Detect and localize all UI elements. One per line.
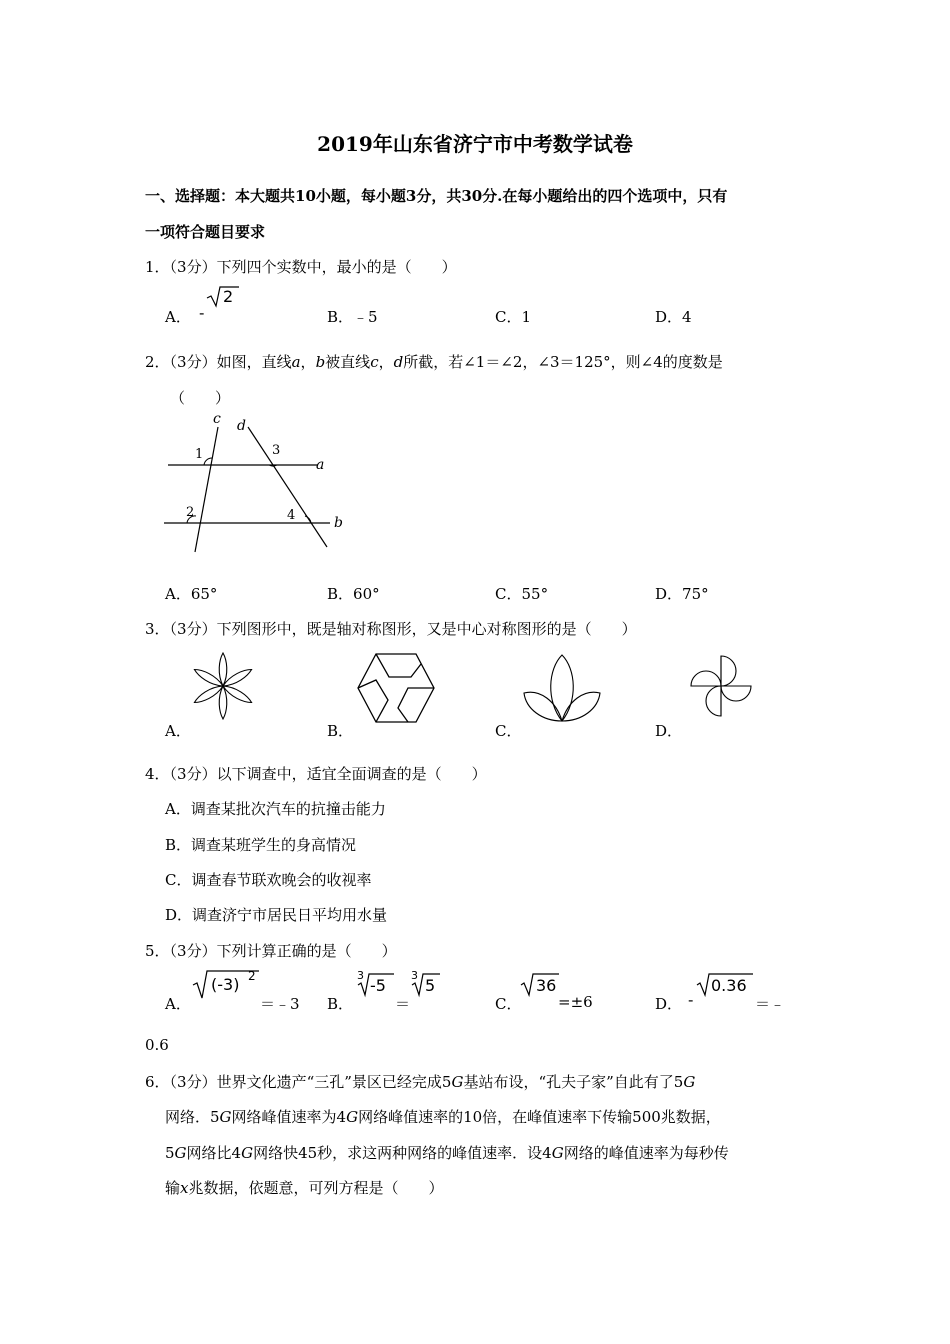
line-d bbox=[248, 427, 327, 547]
q6-line1: 6．（3分）世界文化遗产“三孔”景区已经完成5G基站布设，“孔夫子家”自此有了5G bbox=[145, 1073, 696, 1091]
q3-figure-d-pinwheel bbox=[689, 654, 753, 718]
q5-option-a-radicand: (-3) bbox=[211, 975, 240, 994]
q2-fig-label-3: 3 bbox=[272, 443, 281, 458]
q5-option-c-radicand: 36 bbox=[536, 976, 557, 995]
q5-option-c-label: C． bbox=[495, 995, 522, 1013]
q2-var-d: d bbox=[393, 353, 404, 371]
q5-option-d-wrap: 0.6 bbox=[145, 1036, 169, 1054]
q2-paren: （ ） bbox=[170, 389, 231, 407]
q3-stem: 3．（3分）下列图形中，既是轴对称图形，又是中心对称图形的是（ ） bbox=[145, 620, 637, 638]
q1-option-a-label: A． bbox=[165, 308, 191, 326]
q3-figure-b-hexagon bbox=[356, 652, 436, 724]
q3-option-c: C． bbox=[495, 722, 522, 740]
q2-option-b: B．60° bbox=[327, 585, 380, 603]
q1-option-b: B．﹣5 bbox=[327, 308, 378, 326]
q2-fig-label-d: d bbox=[237, 418, 246, 434]
q2-fig-label-c: c bbox=[213, 411, 221, 427]
q5-option-b-equals: ＝ bbox=[395, 995, 411, 1013]
q3-figure-c-lotus bbox=[522, 653, 602, 723]
q5-option-d-sign: - bbox=[688, 991, 694, 1009]
q6-line3: 5G网络比4G网络快45秒，求这两种网络的峰值速率．设4G网络的峰值速率为每秒传 bbox=[165, 1144, 729, 1162]
q6-line2: 网络．5G网络峰值速率为4G网络峰值速率的10倍，在峰值速率下传输500兆数据， bbox=[165, 1108, 721, 1126]
q2-stem: 2．（3分）如图，直线a，b被直线c，d所截，若∠1＝∠2，∠3＝125°，则∠4的度数是 bbox=[145, 353, 723, 371]
q2-fig-label-1: 1 bbox=[195, 447, 204, 462]
q5-option-d-result: ＝﹣ bbox=[755, 995, 786, 1013]
q6-var-x: x bbox=[180, 1179, 189, 1197]
q4-option-c: C．调查春节联欢晚会的收视率 bbox=[165, 871, 372, 889]
line-c bbox=[195, 427, 218, 552]
q2-var-c: c bbox=[370, 353, 379, 371]
q5-option-b-label: B． bbox=[327, 995, 354, 1013]
q1-stem: 1．（3分）下列四个实数中，最小的是（ ） bbox=[145, 258, 457, 276]
q1-option-d: D．4 bbox=[655, 308, 692, 326]
q2-fig-label-4: 4 bbox=[287, 508, 296, 523]
q5-option-a-result: ＝﹣3 bbox=[260, 995, 300, 1013]
q1-option-c: C．1 bbox=[495, 308, 532, 326]
q4-option-d: D．调查济宁市居民日平均用水量 bbox=[165, 906, 388, 924]
q5-option-a-label: A． bbox=[165, 995, 191, 1013]
q5-stem: 5．（3分）下列计算正确的是（ ） bbox=[145, 942, 397, 960]
q5-option-b-radicand2: 5 bbox=[425, 976, 436, 995]
q3-figure-a-flower bbox=[188, 651, 258, 721]
q5-option-b-radicand1: -5 bbox=[370, 976, 386, 995]
q3-option-a: A． bbox=[165, 722, 191, 740]
section-header-line2: 一项符合题目要求 bbox=[145, 223, 266, 241]
q2-fig-label-2: 2 bbox=[186, 505, 195, 520]
q1-option-a bbox=[165, 306, 191, 327]
q5-option-d-label: D． bbox=[655, 995, 683, 1013]
q2-figure bbox=[160, 412, 360, 562]
section-header-line1: 一、选择题：本大题共10小题，每小题3分，共30分.在每小题给出的四个选项中，只有 bbox=[145, 187, 728, 205]
q3-option-d: D． bbox=[655, 722, 683, 740]
q2-fig-label-a: a bbox=[316, 457, 325, 473]
q2-var-b: b bbox=[315, 353, 326, 371]
q1-option-a-sign: - bbox=[199, 304, 205, 322]
q5-option-a-exponent: 2 bbox=[248, 969, 256, 983]
q4-option-a: A．调查某批次汽车的抗撞击能力 bbox=[165, 800, 386, 818]
q5-option-b-index2: 3 bbox=[411, 969, 418, 982]
q4-stem: 4．（3分）以下调查中，适宜全面调查的是（ ） bbox=[145, 765, 487, 783]
q5-option-c-result: =±6 bbox=[558, 993, 593, 1011]
q6-line4: 输x兆数据，依题意，可列方程是（ ） bbox=[165, 1179, 444, 1197]
q5-option-b-index1: 3 bbox=[357, 969, 364, 982]
q4-option-b: B．调查某班学生的身高情况 bbox=[165, 836, 357, 854]
q2-fig-label-b: b bbox=[334, 515, 343, 531]
q2-option-d: D．75° bbox=[655, 585, 709, 603]
q2-option-a: A．65° bbox=[165, 585, 218, 603]
q3-option-b: B． bbox=[327, 722, 354, 740]
page-title: 2019年山东省济宁市中考数学试卷 bbox=[317, 132, 633, 156]
q1-option-a-radicand: 2 bbox=[223, 287, 234, 306]
q2-option-c: C．55° bbox=[495, 585, 549, 603]
q2-var-a: a bbox=[291, 353, 301, 371]
q5-option-d-radicand: 0.36 bbox=[711, 976, 747, 995]
